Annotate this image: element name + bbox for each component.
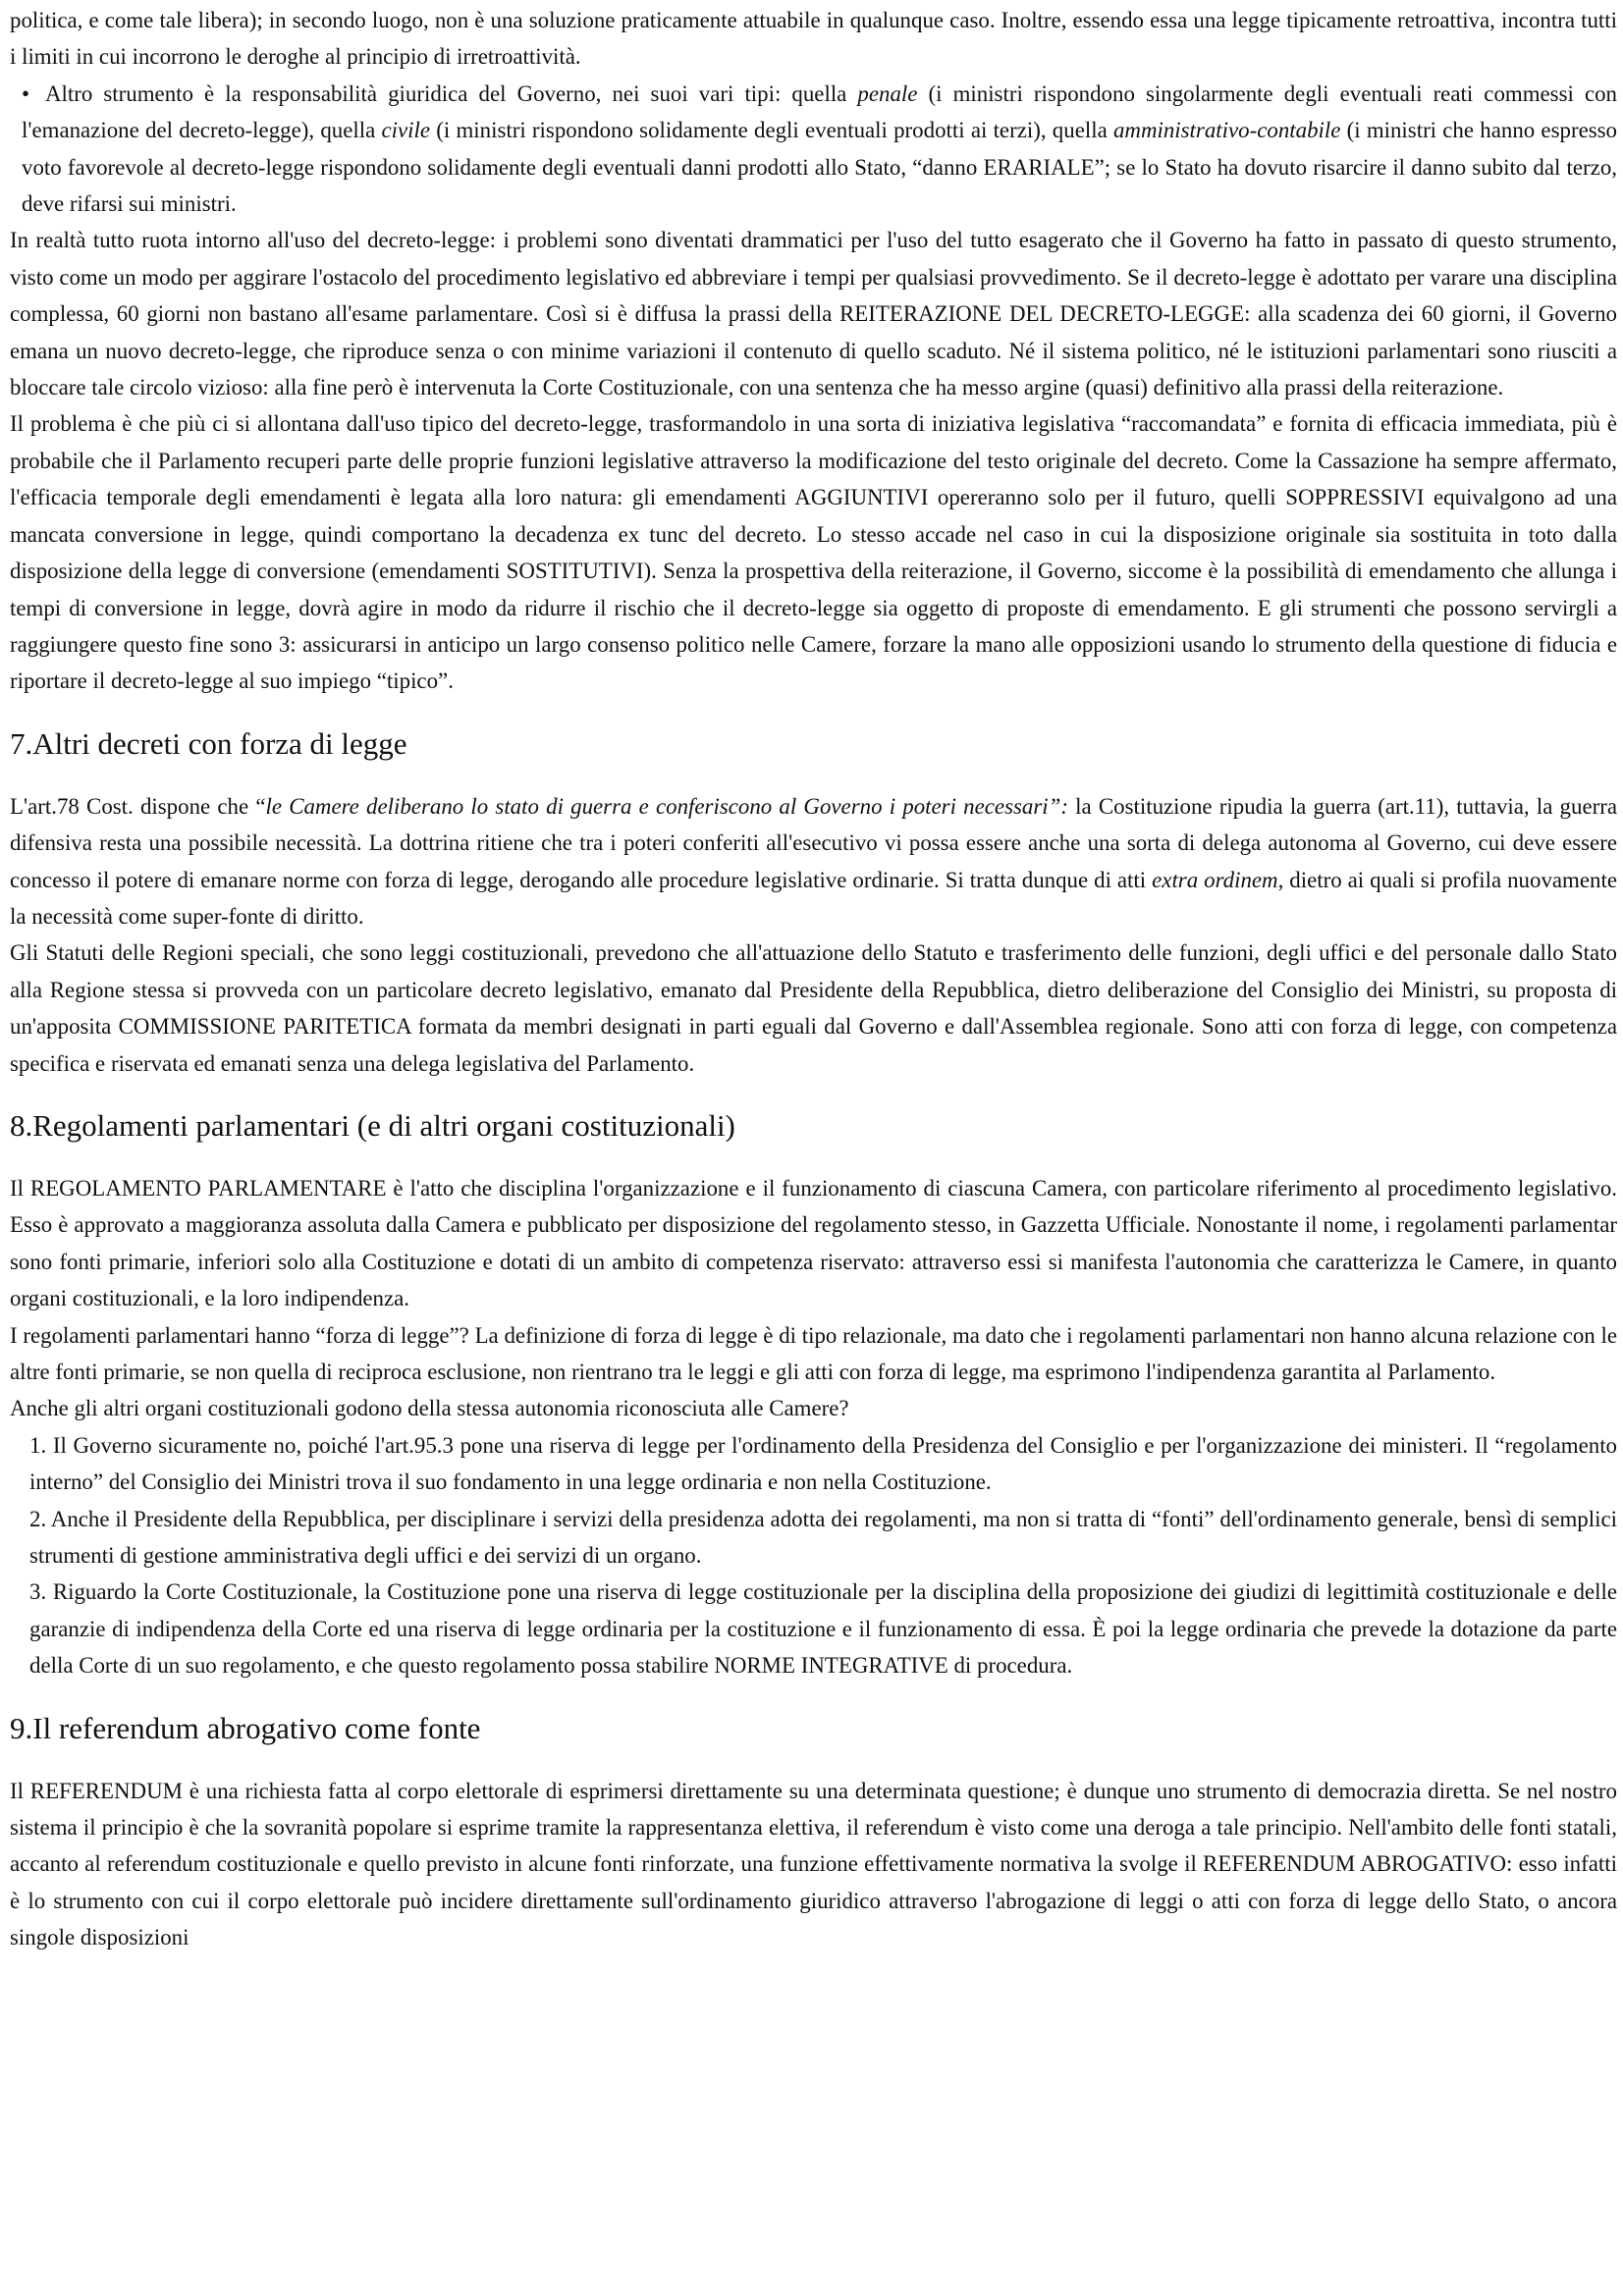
list-item: 1. Il Governo sicuramente no, poiché l'art.95.3 pone una riserva di legge per l'ordinamento della Presidenza del Consiglio e per l'organizzazione dei ministeri. Il “regolamento interno” del Consiglio dei Ministri trova il suo fondamento in una legge ordinaria e non nella Costituzione.	[29, 1432, 1617, 1495]
paragraph: Il REGOLAMENTO PARLAMENTARE è l'atto che disciplina l'organizzazione e il funzionamento di ciascuna Camera, con particolare riferimento al procedimento legislativo. Esso è approvato a maggioranza assoluta dalla Camera e pubblicato per disposizione del regolamento stesso, in Gazzetta Ufficiale. Nonostante il nome, i regolamenti parlamentar sono fonti primarie, inferiori solo alla Costituzione e dotati di un ambito di competenza riservato: attraverso essi si manifesta l'autonomia che caratterizza le Camere, in quanto organi costituzionali, e la loro indipendenza.	[10, 1175, 1617, 1311]
paragraph: Il problema è che più ci si allontana dall'uso tipico del decreto-legge, trasformandolo in una sorta di iniziativa legislativa “raccomandata” e fornita di efficacia immediata, più è probabile che il Parlamento recuperi parte delle proprie funzioni legislative attraverso la modificazione del testo originale del decreto. Come la Cassazione ha sempre affermato, l'efficacia temporale degli emendamenti è legata alla loro natura: gli emendamenti AGGIUNTIVI opereranno solo per il futuro, quelli SOPPRESSIVI equivalgono ad una mancata conversione in legge, quindi comportano la decadenza ex tunc del decreto. Lo stesso accade nel caso in cui la disposizione originale sia sostituita in toto dalla disposizione della legge di conversione (emendamenti SOSTITUTIVI). Senza la prospettiva della reiterazione, il Governo, siccome è la possibilità di emendamento che allunga i tempi di conversione in legge, dovrà agire in modo da ridurre il rischio che il decreto-legge sia oggetto di proposte di emendamento. E gli strumenti che possono servirgli a raggiungere questo fine sono 3: assicurarsi in anticipo un largo consenso politico nelle Camere, forzare la mano alle opposizioni usando lo strumento della questione di fiducia e riportare il decreto-legge al suo impiego “tipico”.	[10, 411, 1617, 694]
paragraph: Anche gli altri organi costituzionali godono della stessa autonomia riconosciuta alle Camere?	[10, 1396, 849, 1421]
paragraph: Il REFERENDUM è una richiesta fatta al corpo elettorale di esprimersi direttamente su una determinata questione; è dunque uno strumento di democrazia diretta. Se nel nostro sistema il principio è che la sovranità popolare si esprime tramite la rappresentanza elettiva, il referendum è visto come una deroga a tale principio. Nell'ambito delle fonti statali, accanto al referendum costituzionale e quello previsto in alcune fonti rinforzate, una funzione effettivamente normativa la svolge il REFERENDUM ABROGATIVO: esso infatti è lo strumento con cui il corpo elettorale può incidere direttamente sull'ordinamento giuridico attraverso l'abrogazione di leggi o atti con forza di legge dello Stato, o ancora singole disposizioni	[10, 1778, 1617, 1950]
list-item: 2. Anche il Presidente della Repubblica, per disciplinare i servizi della presidenza adotta dei regolamenti, ma non si tratta di “fonti” dell'ordinamento generale, bensì di semplici strumenti di gestione amministrativa degli uffici e dei servizi di un organo.	[29, 1506, 1617, 1569]
section-heading-7: 7.Altri decreti con forza di legge	[10, 725, 407, 761]
bullet-marker: •	[22, 80, 30, 106]
paragraph: politica, e come tale libera); in secondo luogo, non è una soluzione praticamente attuabile in qualunque caso. Inoltre, essendo essa una legge tipicamente retroattiva, incontra tutti i limiti in cui incorrono le deroghe al principio di irretroattività.	[10, 8, 1617, 70]
bullet-item-responsabilita: • Altro strumento è la responsabilità giuridica del Governo, nei suoi vari tipi: quella penale (i ministri rispondono singolarmente degli eventuali reati commessi con l'emanazione del decreto-legge), quella civile (i ministri rispondono solidamente degli eventuali prodotti ai terzi), quella amministrativo-contabile (i ministri che hanno espresso voto favorevole al decreto-legge rispondono solidamente degli eventuali danni prodotti allo Stato, “danno ERARIALE”; se lo Stato ha dovuto risarcire il danno subito dal terzo, deve rifarsi sui ministri.	[10, 76, 1617, 223]
paragraph: In realtà tutto ruota intorno all'uso del decreto-legge: i problemi sono diventati drammatici per l'uso del tutto esagerato che il Governo ha fatto in passato di questo strumento, visto come un modo per aggirare l'ostacolo del procedimento legislativo ed abbreviare i tempi per qualsiasi provvedimento. Se il decreto-legge è adottato per varare una disciplina complessa, 60 giorni non bastano all'esame parlamentare. Così si è diffusa la prassi della REITERAZIONE DEL DECRETO-LEGGE: alla scadenza dei 60 giorni, il Governo emana un nuovo decreto-legge, che riproduce senza o con minime variazioni il contenuto di quello scaduto. Né il sistema politico, né le istituzioni parlamentari sono riusciti a bloccare tale circolo vizioso: alla fine però è intervenuta la Corte Costituzionale, con una sentenza che ha messo argine (quasi) definitivo alla prassi della reiterazione.	[10, 228, 1617, 400]
section-heading-9: 9.Il referendum abrogativo come fonte	[10, 1710, 481, 1745]
list-item: 3. Riguardo la Corte Costituzionale, la Costituzione pone una riserva di legge costituzionale per la disciplina della proposizione dei giudizi di legittimità costituzionale e delle garanzie di indipendenza della Corte ed una riserva di legge ordinaria per la costituzione e il funzionamento di essa. È poi la legge ordinaria che prevede la dotazione da parte della Corte di un suo regolamento, e che questo regolamento possa stabilire NORME INTEGRATIVE di procedura.	[29, 1579, 1617, 1679]
section-heading-8: 8.Regolamenti parlamentari (e di altri organi costituzionali)	[10, 1107, 735, 1143]
paragraph: Gli Statuti delle Regioni speciali, che sono leggi costituzionali, prevedono che all'attuazione dello Statuto e trasferimento delle funzioni, degli uffici e del personale dallo Stato alla Regione stessa si provveda con un particolare decreto legislativo, emanato dal Presidente della Repubblica, dietro deliberazione del Consiglio dei Ministri, su proposta di un'apposita COMMISSIONE PARITETICA formata da membri designati in parti eguali dal Governo e dall'Assemblea regionale. Sono atti con forza di legge, con competenza specifica e riservata ed emanati senza una delega legislativa del Parlamento.	[10, 940, 1617, 1076]
paragraph: L'art.78 Cost. dispone che “le Camere deliberano lo stato di guerra e conferiscono al Governo i poteri necessari”: la Costituzione ripudia la guerra (art.11), tuttavia, la guerra difensiva resta una possibile necessità. La dottrina ritiene che tra i poteri conferiti all'esecutivo vi possa essere anche una sorta di delega autonoma al Governo, cui deve essere concesso il potere di emanare norme con forza di legge, derogando alle procedure legislative ordinarie. Si tratta dunque di atti extra ordinem, dietro ai quali si profila nuovamente la necessità come super-fonte di diritto.	[10, 793, 1618, 929]
document-page	[10, 2, 1617, 1956]
paragraph: I regolamenti parlamentari hanno “forza di legge”? La definizione di forza di legge è di tipo relazionale, ma dato che i regolamenti parlamentari non hanno alcuna relazione con le altre fonti primarie, se non quella di reciproca esclusione, non rientrano tra le leggi e gli atti con forza di legge, ma esprimono l'indipendenza garantita al Parlamento.	[10, 1322, 1617, 1384]
